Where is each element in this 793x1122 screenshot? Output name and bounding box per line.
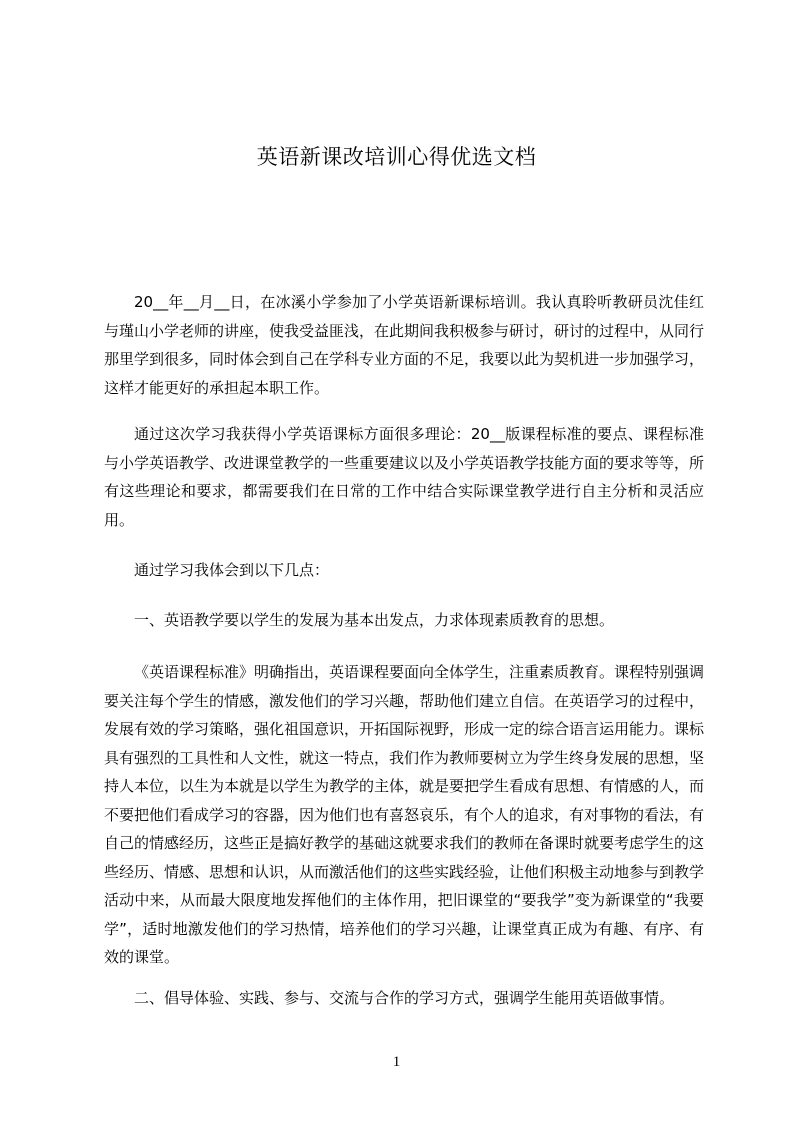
page-number: 1	[392, 1054, 401, 1070]
heading-point-two: 二、倡导体验、实践、参与、交流与合作的学习方式，强调学生能用英语做事情。	[134, 989, 675, 1007]
document-title: 英语新课改培训心得优选文档	[256, 145, 537, 169]
paragraph-curriculum-standard: 《英语课程标准》明确指出，英语课程要面向全体学生，注重素质教育。课程特别强调要关注每个学生的情感，激发他们的学习兴趣，帮助他们建立自信。在英语学习的过程中，发展有效的学习策略，强化祖国意识，开拓国际视野，形成一定的综合语言运用能力。课标具有强烈的工具性和人文性，就这一特点，我们作为教师要树立为学生终身发展的思想，坚持人本位，以生为本就是以学生为教学的主体，就是要把学生看成有思想、有情感的人，而不要把他们看成学习的容器，因为他们也有喜怒哀乐，有个人的追求，有对事物的看法，有自己的情感经历，这些正是搞好教学的基础这就要求我们的教师在备课时就要考虑学生的这些经历、情感、思想和认识，从而激活他们的这些实践经验，让他们积极主动地参与到教学活动中来，从而最大限度地发挥他们的主体作用，把旧课堂的“要我学”变为新课堂的“我要学”，适时地激发他们的学习热情，培养他们的学习兴趣，让课堂真正成为有趣、有序、有效的课堂。	[104, 663, 705, 966]
paragraph-training-intro: 20__年__月__日，在冰溪小学参加了小学英语新课标培训。我认真聆听教研员沈佳红与瑾山小学老师的讲座，使我受益匪浅，在此期间我积极参与研讨，研讨的过程中，从同行那里学到很多，同时体会到自己在学科专业方面的不足，我要以此为契机进一步加强学习，这样才能更好的承担起本职工作。	[104, 293, 705, 397]
paragraph-points-lead: 通过学习我体会到以下几点：	[134, 561, 330, 579]
heading-point-one: 一、英语教学要以学生的发展为基本出发点，力求体现素质教育的思想。	[134, 611, 615, 629]
paragraph-theory-gained: 通过这次学习我获得小学英语课标方面很多理论：20__版课程标准的要点、课程标准与小学英语教学、改进课堂教学的一些重要建议以及小学英语教学技能方面的要求等等，所有这些理论和要求，都需要我们在日常的工作中结合实际课堂教学进行自主分析和灵活应用。	[104, 425, 705, 529]
